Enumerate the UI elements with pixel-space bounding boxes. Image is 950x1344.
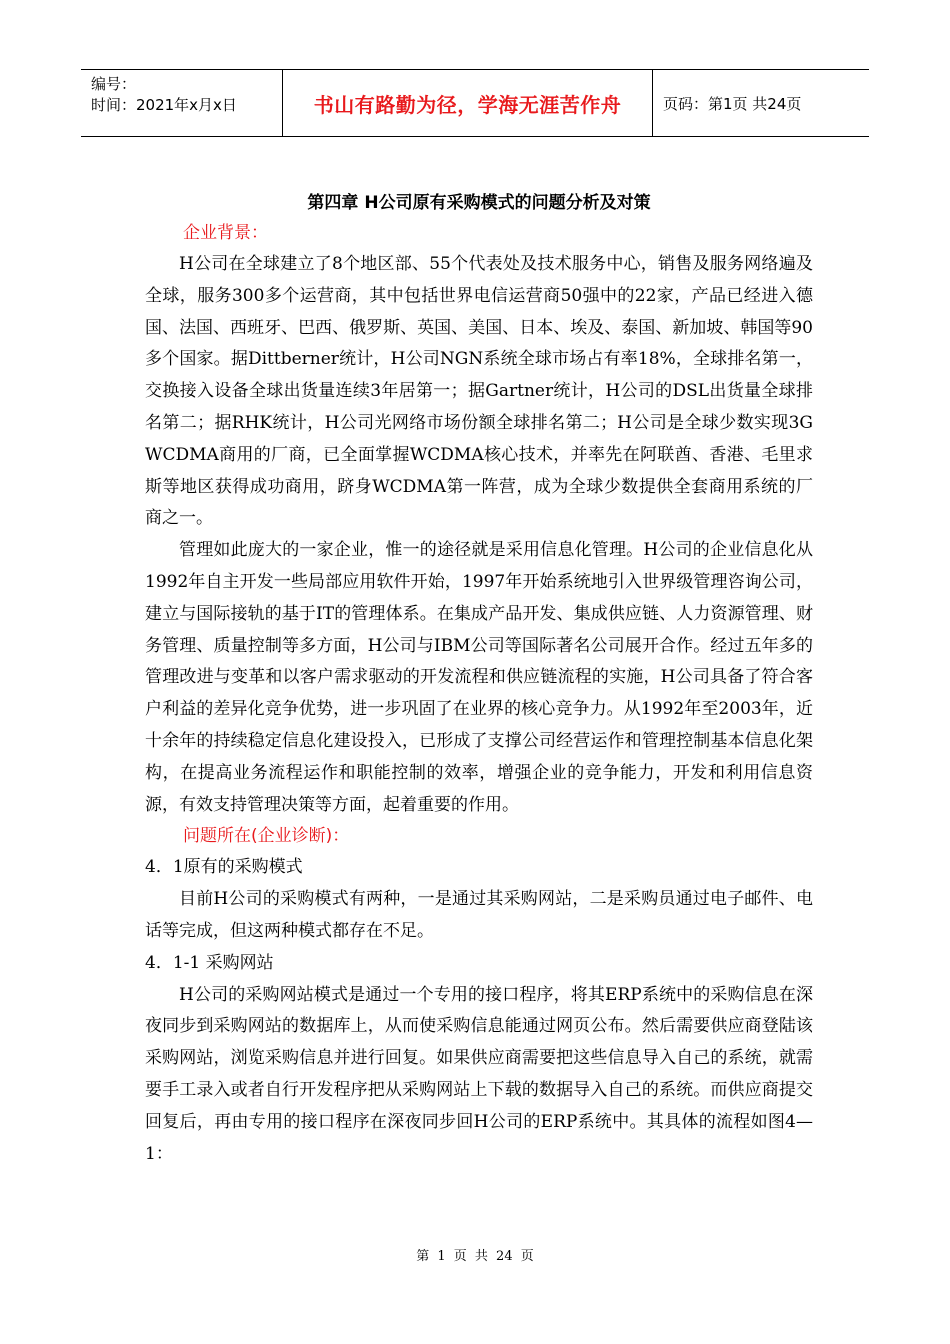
- page-header: [81, 69, 869, 137]
- document-body: [145, 190, 813, 1170]
- problem-label: 问题所在(企业诊断)：: [183, 826, 350, 847]
- section-heading-4-1-1: 4．1-1 采购网站: [145, 952, 274, 973]
- document-number-label: 编号：: [91, 75, 137, 93]
- header-page-info: 页码：第1页 共24页: [663, 94, 802, 113]
- page-footer: 第 1 页 共 24 页: [416, 1249, 534, 1264]
- section-heading-4-1: 4．1原有的采购模式: [145, 857, 303, 878]
- paragraph-informatization: 管理如此庞大的一家企业，惟一的途径就是采用信息化管理。H公司的企业信息化从1992年自主开发一些局部应用软件开始，1997年开始系统地引入世界级管理咨询公司，建立与国际接轨的基于IT的管理体系。在集成产品开发、集成供应链、人力资源管理、财务管理、质量控制等多方面，H公司与IBM公司等国际著名公司展开合作。经过五年多的管理改进与变革和以客户需求驱动的开发流程和供应链流程的实施，H公司具备了符合客户利益的差异化竞争优势，进一步巩固了在业界的核心竞争力。从1992年至2003年，近十余年的持续稳定信息化建设投入，已形成了支撑公司经营运作和管理控制基本信息化架构，在提高业务流程运作和职能控制的效率，增强企业的竞争能力，开发和利用信息资源，有效支持管理决策等方面，起着重要的作用。: [145, 540, 813, 815]
- paragraph-procurement-website: H公司的采购网站模式是通过一个专用的接口程序，将其ERP系统中的采购信息在深夜同步到采购网站的数据库上，从而使采购信息能通过网页公布。然后需要供应商登陆该采购网站，浏览采购信息并进行回复。如果供应商需要把这些信息导入自己的系统，就需要手工录入或者自行开发程序把从采购网站上下载的数据导入自己的系统。而供应商提交回复后，再由专用的接口程序在深夜同步回H公司的ERP系统中。其具体的流程如图4—1：: [145, 984, 813, 1164]
- header-motto: 书山有路勤为径，学海无涯苦作舟: [282, 70, 653, 136]
- chapter-title: 第四章 H公司原有采购模式的问题分析及对策: [307, 193, 651, 213]
- background-label: 企业背景：: [183, 223, 268, 243]
- document-date-label: 时间：2021年x月x日: [91, 96, 237, 114]
- paragraph-company-background: H公司在全球建立了8个地区部、55个代表处及技术服务中心，销售及服务网络遍及全球，服务300多个运营商，其中包括世界电信运营商50强中的22家，产品已经进入德国、法国、西班牙、巴西、俄罗斯、英国、美国、日本、埃及、泰国、新加坡、韩国等90多个国家。据Dittberner统计，H公司NGN系统全球市场占有率18%，全球排名第一，交换接入设备全球出货量连续3年居第一；据Gartner统计，H公司的DSL出货量全球排名第二；据RHK统计，H公司光网络市场份额全球排名第二；H公司是全球少数实现3G WCDMA商用的厂商，已全面掌握WCDMA核心技术，并率先在阿联酋、香港、毛里求斯等地区获得成功商用，跻身WCDMA第一阵营，成为全球少数提供全套商用系统的厂商之一。: [145, 254, 813, 529]
- header-meta-cell: [81, 70, 282, 136]
- paragraph-procurement-modes: 目前H公司的采购模式有两种，一是通过其采购网站，二是采购员通过电子邮件、电话等完成，但这两种模式都存在不足。: [145, 889, 813, 941]
